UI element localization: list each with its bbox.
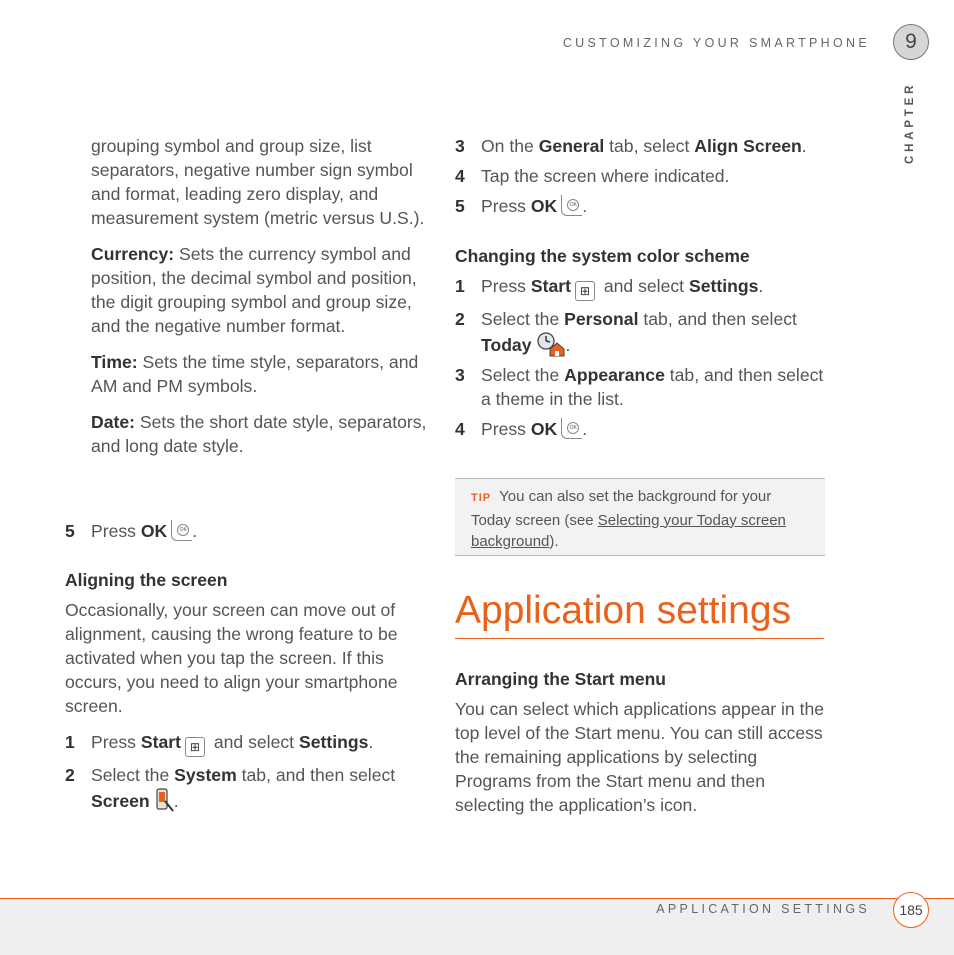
start-label: Start: [140, 732, 181, 752]
tip-text: You can also set the background for your Today screen (see: [471, 488, 772, 529]
date-label: Date:: [91, 412, 135, 432]
arrange-section: [455, 667, 827, 817]
step-text: and select: [598, 276, 689, 296]
settings-label: Settings: [688, 276, 759, 296]
aligning-paragraph: Occasionally, your screen can move out of alignment, causing the wrong feature to be activated when you tap the screen. If this occurs, you need to align your smartphone screen.: [65, 600, 398, 716]
step-number: 3: [455, 365, 465, 385]
left-column: [65, 519, 437, 813]
today-icon: [536, 331, 566, 357]
ok-label: OK: [140, 521, 168, 541]
step-5-press-ok: [65, 519, 437, 543]
step-text: tab, and then select: [236, 765, 396, 785]
aligning-heading: Aligning the screen: [65, 570, 228, 590]
color-step-4: [455, 417, 827, 441]
settings-label: Settings: [298, 732, 369, 752]
step-text: Press: [91, 732, 141, 752]
paragraph-continued: grouping symbol and group size, list separators, negative number sign symbol and format, leading zero display, and measurement system (metric versus U.S.).: [91, 136, 425, 228]
color-scheme-heading: Changing the system color scheme: [455, 246, 750, 266]
step-text: Select the: [481, 309, 565, 329]
step-text: Tap the screen where indicated.: [481, 166, 730, 186]
step-text: tab, and then select a theme in the list.: [481, 365, 824, 409]
color-step-3: [455, 363, 827, 411]
align-step-3: [455, 134, 827, 158]
step-period: .: [368, 732, 374, 752]
step-number: 4: [455, 166, 465, 186]
chapter-label: CHAPTER: [904, 81, 916, 164]
currency-label: Currency:: [91, 244, 175, 264]
left-column-indented: [91, 134, 436, 458]
ok-key-icon: OK: [561, 418, 582, 439]
step-text: Press: [481, 419, 531, 439]
appearance-label: Appearance: [564, 365, 665, 385]
step-text: On the: [481, 136, 539, 156]
step-number: 3: [455, 136, 465, 156]
step-number: 2: [455, 309, 465, 329]
tip-text-end: ).: [549, 533, 559, 550]
step-number: 1: [455, 276, 465, 296]
today-label: Today: [481, 335, 532, 355]
align-step-1: [65, 730, 437, 757]
step-period: .: [582, 196, 588, 216]
step-period: .: [565, 335, 571, 355]
running-head: CUSTOMIZING YOUR SMARTPHONE: [562, 36, 870, 50]
ok-key-icon: OK: [561, 195, 582, 216]
align-step-5: [455, 194, 827, 218]
time-label: Time:: [91, 352, 138, 372]
step-period: .: [192, 521, 198, 541]
step-number: 2: [65, 765, 75, 785]
screen-icon: [154, 787, 174, 813]
ok-key-icon: OK: [171, 520, 192, 541]
step-number: 5: [65, 521, 75, 541]
step-text: Press: [91, 521, 141, 541]
step-number: 5: [455, 196, 465, 216]
start-key-icon: ⊞: [575, 281, 595, 301]
color-step-2: [455, 307, 827, 357]
tip-link[interactable]: Selecting your Today screen background: [471, 511, 786, 550]
arrange-heading: Arranging the Start menu: [455, 669, 666, 689]
currency-definition: [91, 242, 436, 338]
step-text: Press: [481, 196, 531, 216]
step-period: .: [173, 791, 179, 811]
step-text: Select the: [91, 765, 175, 785]
color-step-1: [455, 274, 827, 301]
align-step-2: [65, 763, 437, 813]
time-text: Sets the time style, separators, and AM and PM symbols.: [91, 352, 419, 396]
chapter-number-badge: 9: [893, 24, 929, 60]
currency-text: Sets the currency symbol and position, the decimal symbol and position, the digit grouping symbol and group size, and the negative number format.: [91, 244, 417, 336]
tip-label: TIP: [471, 492, 492, 504]
running-foot: APPLICATION SETTINGS: [656, 902, 870, 916]
page-number: 185: [893, 892, 929, 928]
step-number: 4: [455, 419, 465, 439]
personal-label: Personal: [564, 309, 639, 329]
align-screen-label: Align Screen: [694, 136, 802, 156]
step-period: .: [582, 419, 588, 439]
arrange-paragraph: You can select which applications appear in the top level of the Start menu. You can still access the remaining applications by selecting Programs from the Start menu and then selecting the application’s icon.: [455, 699, 825, 815]
step-text: and select: [208, 732, 299, 752]
step-period: .: [801, 136, 807, 156]
step-text: tab, and then select: [638, 309, 797, 329]
time-definition: [91, 350, 436, 398]
date-definition: [91, 410, 436, 458]
right-column: [455, 134, 827, 441]
system-label: System: [174, 765, 237, 785]
start-label: Start: [530, 276, 571, 296]
general-label: General: [538, 136, 605, 156]
step-text: Press: [481, 276, 531, 296]
align-step-4: [455, 164, 827, 188]
section-title: Application settings: [455, 588, 824, 639]
screen-label: Screen: [91, 791, 150, 811]
step-text: tab, select: [604, 136, 695, 156]
ok-label: OK: [530, 419, 558, 439]
date-text: Sets the short date style, separators, and long date style.: [91, 412, 427, 456]
start-key-icon: ⊞: [185, 737, 205, 757]
step-number: 1: [65, 732, 75, 752]
step-text: Select the: [481, 365, 565, 385]
tip-box: [455, 478, 825, 556]
ok-label: OK: [530, 196, 558, 216]
step-period: .: [758, 276, 764, 296]
